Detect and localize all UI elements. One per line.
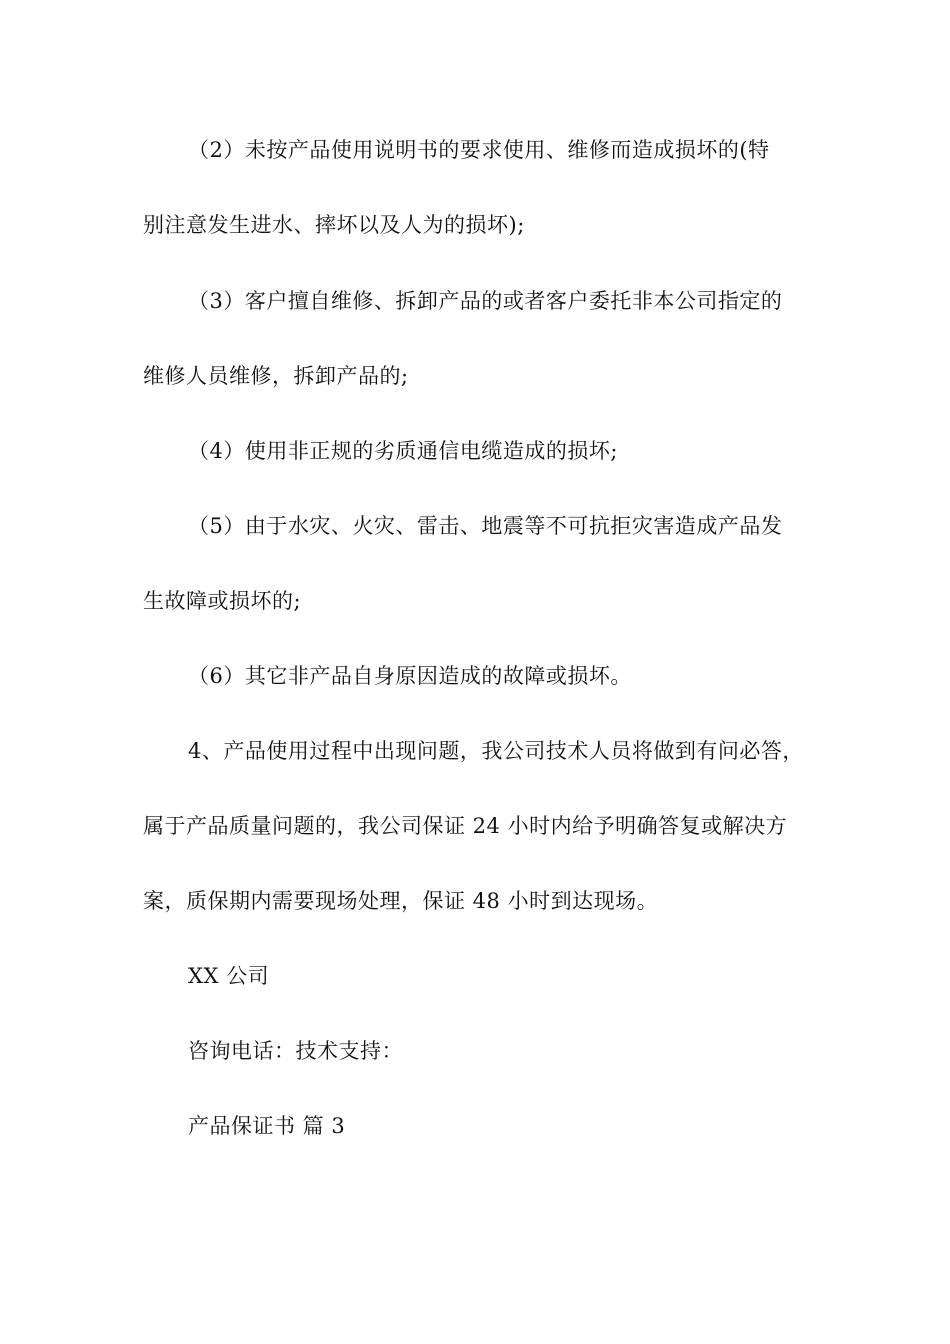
paragraph-item-2-line-2: 别注意发生进水、摔坏以及人为的损坏); (143, 213, 525, 237)
paragraph-item-3-line-2: 维修人员维修，拆卸产品的; (143, 364, 409, 388)
section-heading: 产品保证书 篇 3 (188, 1114, 346, 1138)
company-name: XX 公司 (188, 964, 270, 988)
paragraph-section-4-line-3: 案，质保期内需要现场处理，保证 48 小时到达现场。 (143, 889, 659, 913)
paragraph-item-5-line-2: 生故障或损坏的; (143, 589, 302, 613)
paragraph-item-2-line-1: （2）未按产品使用说明书的要求使用、维修而造成损坏的(特 (188, 138, 770, 162)
paragraph-item-5-line-1: （5）由于水灾、火灾、雷击、地震等不可抗拒灾害造成产品发 (188, 514, 783, 538)
paragraph-section-4-line-1: 4、产品使用过程中出现问题，我公司技术人员将做到有问必答， (188, 739, 804, 763)
paragraph-item-4: （4）使用非正规的劣质通信电缆造成的损坏; (188, 439, 618, 463)
paragraph-item-6: （6）其它非产品自身原因造成的故障或损坏。 (188, 664, 632, 688)
contact-line: 咨询电话：技术支持： (188, 1039, 403, 1063)
paragraph-item-3-line-1: （3）客户擅自维修、拆卸产品的或者客户委托非本公司指定的 (188, 289, 783, 313)
paragraph-section-4-line-2: 属于产品质量问题的，我公司保证 24 小时内给予明确答复或解决方 (143, 814, 788, 838)
